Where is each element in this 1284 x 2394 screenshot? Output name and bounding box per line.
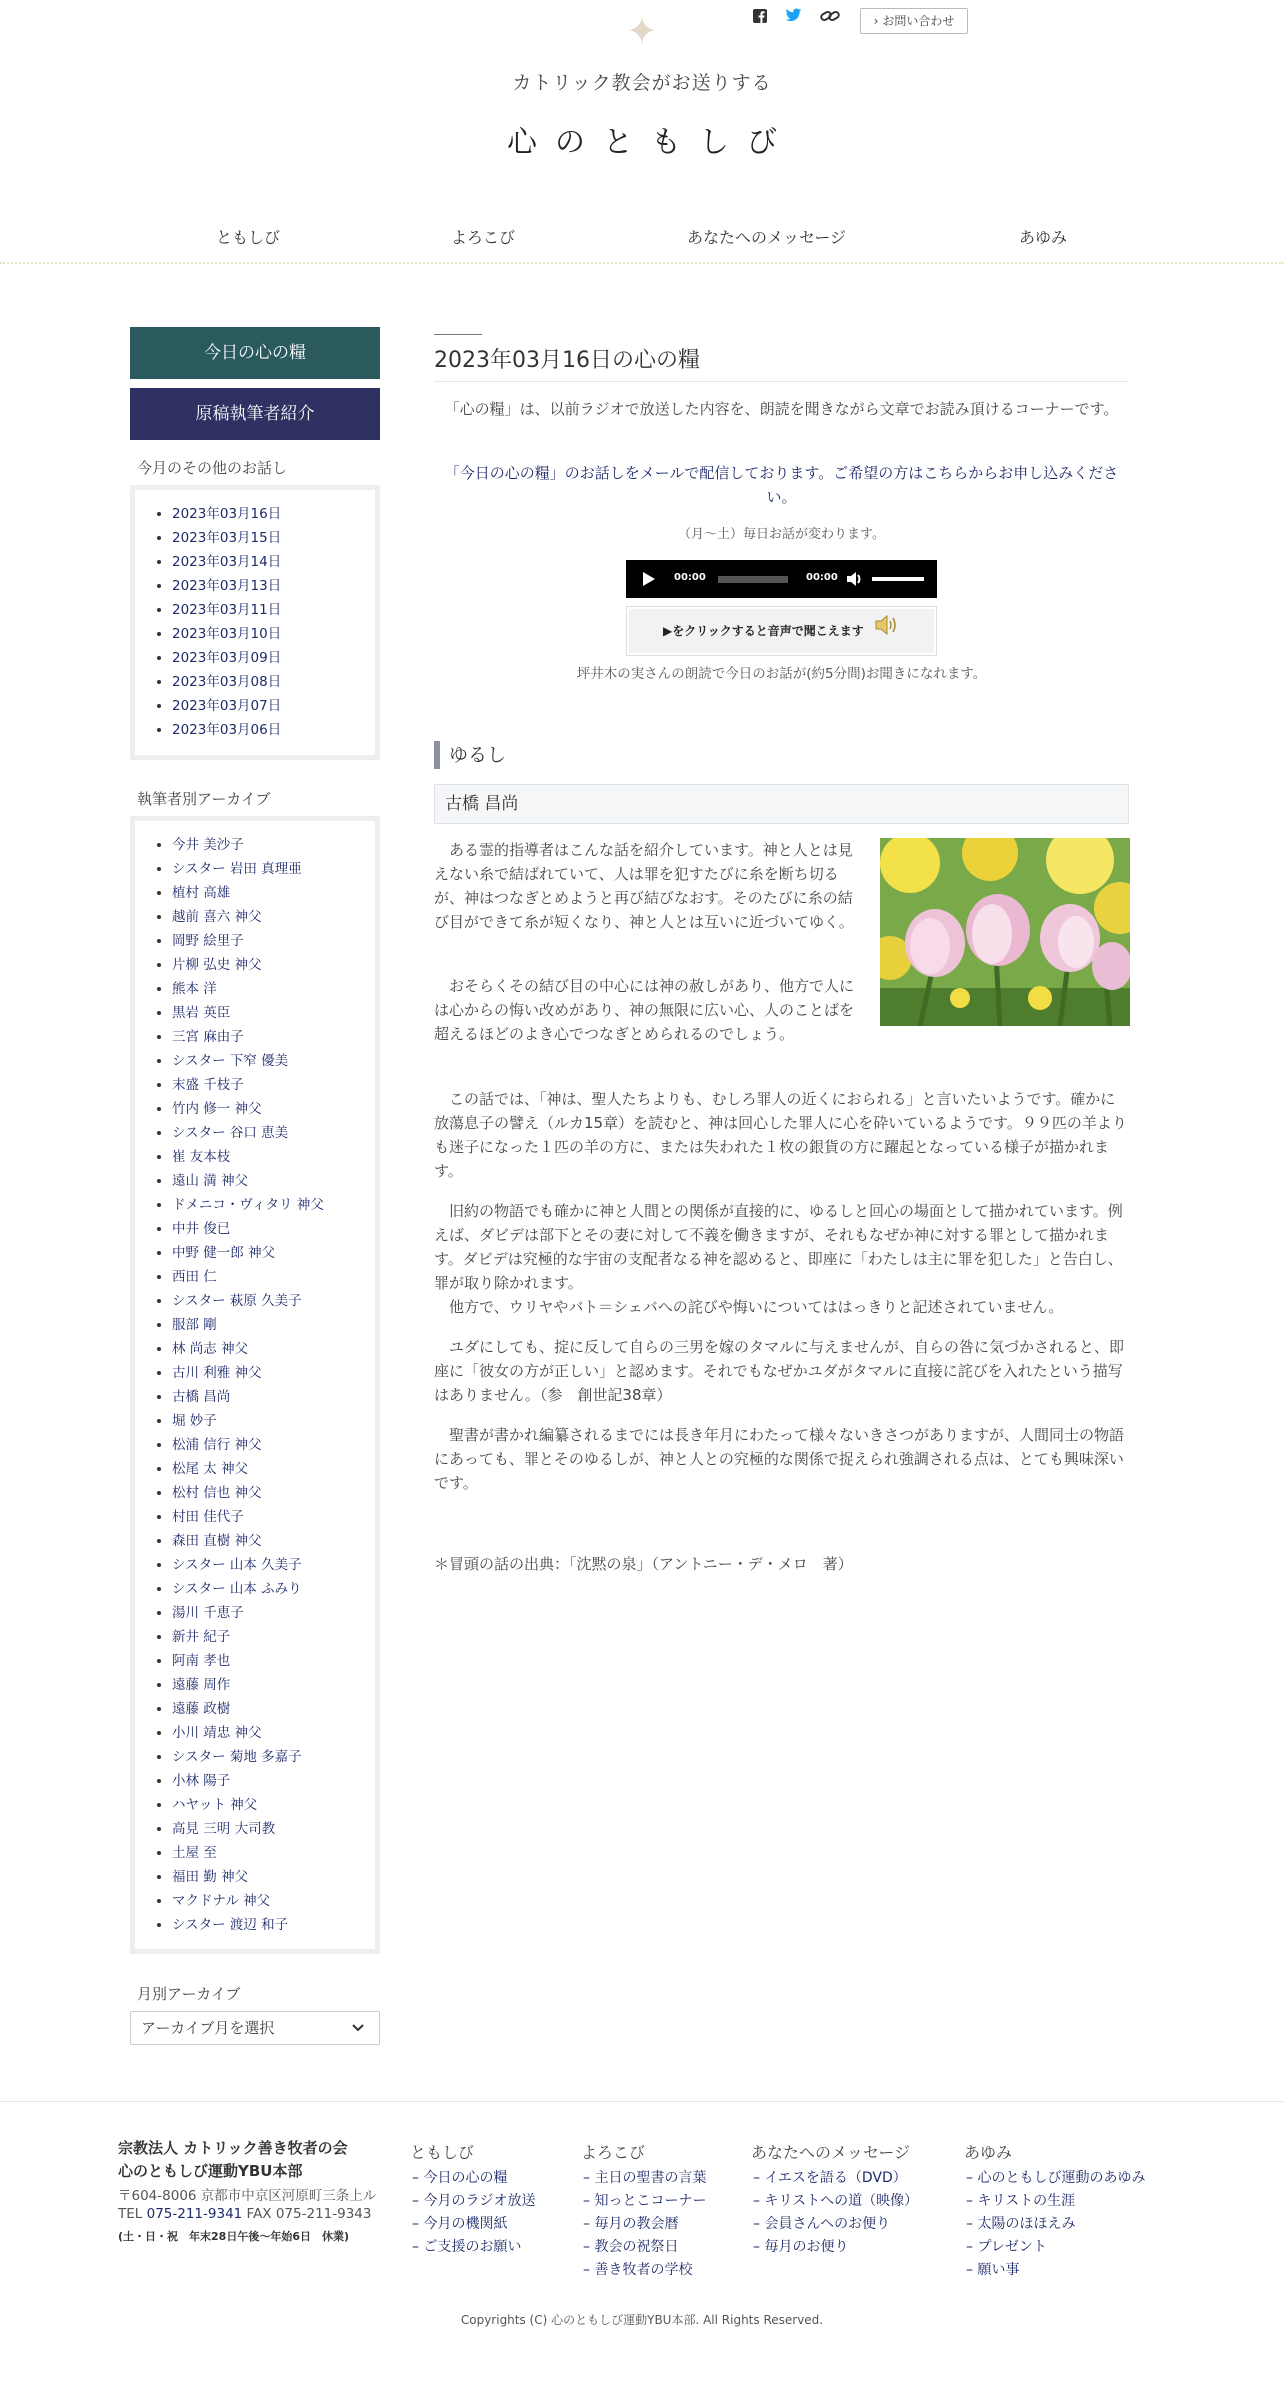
footer-link-label: 会員さんへのお便り [764,2216,891,2232]
footer-link[interactable] [966,2236,1047,2256]
footer-link-label: キリストへの道（映像） [764,2193,919,2209]
footer-link-label: キリストの生涯 [977,2193,1076,2209]
month-archive-select[interactable] [130,2011,380,2045]
writer-link[interactable]: • 森田 直樹 神父 [172,1529,375,1553]
link-icon[interactable] [820,8,840,29]
dash-bullet: – [583,2170,595,2186]
footer-link-label: 善き牧者の学校 [594,2262,693,2278]
footer-link-label: 毎月の教会暦 [594,2216,679,2232]
story-date-link[interactable]: • 2023年03月11日 [172,598,375,622]
page-title: 2023年03月16日の心の糧 [434,348,700,373]
title-divider [434,381,1129,382]
dash-bullet: – [966,2216,978,2232]
writer-link[interactable]: • 新井 紀子 [172,1625,375,1649]
story-paragraph-5: ユダにしても、掟に反して自らの三男を嫁のタマルに与えませんが、自らの咎に気づかされると、即座に「彼女の方が正しい」と認めます。それでもなぜかユダがタマルに直接に詫びを入れたという描写はありません。（参 創世記38章） [434,1338,1125,1404]
writer-link[interactable]: • 阿南 孝也 [172,1649,375,1673]
story-date-link[interactable]: • 2023年03月09日 [172,646,375,670]
tulip-photo [880,838,1130,1026]
play-icon[interactable] [642,571,656,591]
writer-link[interactable]: • シスター 谷口 恵美 [172,1121,375,1145]
writer-link[interactable]: • 松尾 太 神父 [172,1457,375,1481]
chevron-right-icon: › [873,14,879,28]
other-stories-heading: 今月のその他のお話し [137,459,288,477]
current-time: 00:00 [674,572,706,583]
writer-link[interactable]: • 松浦 信行 神父 [172,1433,375,1457]
footer-link-label: 主日の聖書の言葉 [594,2170,707,2186]
writers-intro-button[interactable]: 原稿執筆者紹介 [130,388,380,440]
footer-link-label: ご支援のお願い [423,2239,522,2255]
writer-link[interactable]: • 遠山 満 神父 [172,1169,375,1193]
story-paragraph-6: 聖書が書かれ編纂されるまでには長き年月にわたって様々ないきさつがありますが、人間同士の物語にあっても、罪とそのゆるしが、神と人との究極的な関係で捉えられ強調される点は、とても興味深いです。 [434,1426,1125,1492]
writer-link[interactable]: • 土屋 至 [172,1841,375,1865]
footer-link[interactable] [966,2213,1075,2233]
footer-link-label: 願い事 [977,2262,1020,2278]
dash-bullet: – [753,2193,765,2209]
site-title[interactable]: 心のともしび [507,125,795,160]
mail-signup-link[interactable]: 「今日の心の糧」のお話しをメールで配信しております。ご希望の方はこちらからお申し込みください。 [444,464,1119,506]
writer-link[interactable]: • 古川 利雅 神父 [172,1361,375,1385]
footer-divider [0,2101,1284,2102]
twitter-icon[interactable] [785,8,802,28]
story-paragraph-1: ある霊的指導者はこんな話を紹介しています。神と人とは見えない糸で結ばれていて、人は罪を犯すたびに糸を断ち切るが、神はつなぎとめようと再び結びなおす。そのたびに糸の結び目ができて糸が短くなり、神と人とは互いに近づいてゆく。 [434,841,854,931]
story-date-link[interactable]: • 2023年03月15日 [172,526,375,550]
chevron-down-icon [351,2012,365,2044]
writer-link[interactable]: • 植村 高雄 [172,881,375,905]
footer-link[interactable] [412,2190,535,2210]
writer-link[interactable]: • 三宮 麻由子 [172,1025,375,1049]
writer-link[interactable]: • 林 尚志 神父 [172,1337,375,1361]
other-stories-list [135,490,375,742]
dash-bullet: – [412,2170,424,2186]
footer-link[interactable] [583,2190,706,2210]
holiday-note: (土・日・祝 年末28日午後〜年始6日 休業) [118,2230,350,2243]
footer-link[interactable] [753,2236,848,2256]
writer-link[interactable]: • シスター 萩原 久美子 [172,1289,375,1313]
source-note: ＊冒頭の話の出典：「沈黙の泉」（アントニー・デ・メロ 著） [434,1555,853,1573]
footer-column-heading[interactable]: あなたへのメッセージ [751,2143,911,2162]
writer-link[interactable]: • シスター 下窄 優美 [172,1049,375,1073]
footer-link[interactable] [966,2190,1075,2210]
writer-link[interactable]: • ハヤット 神父 [172,1793,375,1817]
dash-bullet: – [966,2193,978,2209]
footer-link[interactable] [583,2213,678,2233]
footer-link[interactable] [583,2167,706,2187]
writer-link[interactable]: • 堀 妙子 [172,1409,375,1433]
writer-archive-heading: 執筆者別アーカイブ [137,790,271,808]
dash-bullet: – [966,2239,978,2255]
tel-label: TEL [118,2206,143,2222]
star-logo-icon: ✦ [626,9,658,53]
story-date-link[interactable]: • 2023年03月16日 [172,502,375,526]
facebook-icon[interactable] [752,8,768,29]
footer-link-label: 心のともしび運動のあゆみ [977,2170,1146,2186]
footer-link[interactable] [412,2236,521,2256]
dash-bullet: – [753,2239,765,2255]
footer-link[interactable] [412,2213,507,2233]
footer-link[interactable] [753,2167,907,2187]
org-phone [118,2206,371,2222]
writer-link[interactable]: • 服部 剛 [172,1313,375,1337]
schedule-note: （月～土）毎日お話が変わります。 [678,527,885,542]
story-date-link[interactable]: • 2023年03月14日 [172,550,375,574]
writer-link[interactable]: • 竹内 修一 神父 [172,1097,375,1121]
writer-link[interactable]: • 西田 仁 [172,1265,375,1289]
writer-link[interactable]: • 今井 美沙子 [172,833,375,857]
org-address: 〒604-8006 京都市中京区河原町三条上ル [118,2188,377,2204]
nav-tomoshibi[interactable]: ともしび [216,228,281,247]
footer-link[interactable] [412,2167,507,2187]
speaker-icon [874,608,900,656]
contact-label: お問い合わせ [882,14,955,28]
writer-link[interactable]: • 中井 俊已 [172,1217,375,1241]
footer-link-label: 知っとこコーナー [594,2193,707,2209]
writer-link[interactable]: • 末盛 千枝子 [172,1073,375,1097]
fax-number: FAX 075-211-9343 [246,2206,372,2222]
footer-column-heading[interactable]: ともしび [410,2143,475,2162]
writer-link[interactable]: • 高見 三明 大司教 [172,1817,375,1841]
footer-link[interactable] [583,2259,692,2279]
dash-bullet: – [412,2239,424,2255]
site-header [0,0,1284,265]
footer-link[interactable] [966,2167,1145,2187]
story-heading: ゆるし [434,741,1129,769]
other-stories-box [130,485,380,760]
writer-link[interactable]: • 福田 勤 神父 [172,1865,375,1889]
writer-link[interactable]: • 小林 陽子 [172,1769,375,1793]
audio-player [626,560,937,598]
intro-text: 「心の糧」は、以前ラジオで放送した内容を、朗読を聞きながら文章でお読み頂けるコーナーです。 [444,400,1119,418]
progress-bar[interactable] [718,576,788,583]
footer-column-heading[interactable]: よろこび [581,2143,646,2162]
dash-bullet: – [412,2216,424,2232]
footer-link-label: 太陽のほほえみ [977,2216,1076,2232]
story-date-link[interactable]: • 2023年03月10日 [172,622,375,646]
site-subtitle: カトリック教会がお送りする [512,72,772,94]
org-name-2: 心のともしび運動YBU本部 [118,2162,303,2180]
writer-link[interactable]: • 松村 信也 神父 [172,1481,375,1505]
title-accent-line [434,334,482,335]
writer-archive-list [135,821,375,1937]
writer-link[interactable]: • 黒岩 英臣 [172,1001,375,1025]
dash-bullet: – [753,2170,765,2186]
footer-link-label: 今月のラジオ放送 [423,2193,536,2209]
contact-button[interactable] [860,8,968,34]
writer-link[interactable]: • シスター 岩田 真理亜 [172,857,375,881]
dash-bullet: – [412,2193,424,2209]
writer-link[interactable]: • 熊本 洋 [172,977,375,1001]
footer-link-label: 今月の機関紙 [423,2216,508,2232]
footer-link[interactable] [753,2213,890,2233]
story-date-link[interactable]: • 2023年03月08日 [172,670,375,694]
duration-time: 00:00 [806,572,838,583]
writer-link[interactable]: • 小川 靖忠 神父 [172,1721,375,1745]
month-archive-heading: 月別アーカイブ [137,1985,241,2003]
writer-link[interactable]: • ドメニコ・ヴィタリ 神父 [172,1193,375,1217]
reader-note: 坪井木の実さんの朗読で今日のお話が(約5分間)お聞きになれます。 [576,666,987,682]
dash-bullet: – [583,2193,595,2209]
writer-link[interactable]: • 崔 友本枝 [172,1145,375,1169]
writer-link[interactable]: • 遠藤 政樹 [172,1697,375,1721]
writer-link[interactable]: • 古橋 昌尚 [172,1385,375,1409]
today-kokoro-button[interactable]: 今日の心の糧 [130,327,380,379]
footer-link-label: イエスを語る（DVD） [764,2170,907,2186]
writer-link[interactable]: • 片柳 弘史 神父 [172,953,375,977]
writer-link[interactable]: • 岡野 絵里子 [172,929,375,953]
writer-link[interactable]: • 湯川 千恵子 [172,1601,375,1625]
volume-slider[interactable] [872,577,924,581]
dash-bullet: – [583,2216,595,2232]
writer-link[interactable]: • シスター 山本 ふみり [172,1577,375,1601]
story-paragraph-3: この話では、「神は、聖人たちよりも、むしろ罪人の近くにおられる」と言いたいようです。確かに放蕩息子の譬え（ルカ15章）を読むと、神は回心した罪人に心を砕いているようです。９９匹の羊よりも迷子になった１匹の羊の方に、または失われた１枚の銀貨の方に躍起となっている様子が描かれます。 [434,1090,1127,1180]
writer-link[interactable]: • シスター 菊地 多嘉子 [172,1745,375,1769]
dash-bullet: – [966,2262,978,2278]
story-paragraph-4: 旧約の物語でも確かに神と人間との関係が直接的に、ゆるしと回心の場面として描かれています。例えば、ダビデは部下とその妻に対して不義を働きますが、それもなぜか神に対する罪として描かれます。ダビデは究極的な宇宙の支配者なる神を認めると、即座に「わたしは主に罪を犯した」と告白し、罪が取り除かれます。 他方で、ウリヤやバト＝シェバへの詫びや悔いについてははっきりと記述されていません。 [434,1202,1123,1316]
dash-bullet: – [583,2262,595,2278]
writer-link[interactable]: • 遠藤 周作 [172,1673,375,1697]
author-name: 古橋 昌尚 [434,784,1129,824]
footer-link[interactable] [583,2236,678,2256]
story-date-link[interactable]: • 2023年03月13日 [172,574,375,598]
copyright: Copyrights (C) 心のともしび運動YBU本部. All Rights Reserved. [460,2313,824,2327]
writer-link[interactable]: • 中野 健一郎 神父 [172,1241,375,1265]
footer-link-label: 今日の心の糧 [423,2170,508,2186]
story-date-link[interactable]: • 2023年03月06日 [172,718,375,742]
audio-hint-button[interactable] [626,606,937,656]
nav-yorokobi[interactable]: よろこび [451,228,516,247]
header-divider [0,262,1284,264]
tel-number[interactable]: 075-211-9341 [146,2206,243,2222]
nav-message[interactable]: あなたへのメッセージ [687,228,847,247]
writer-archive-box [130,816,380,1954]
writer-link[interactable]: • シスター 山本 久美子 [172,1553,375,1577]
story-date-link[interactable]: • 2023年03月07日 [172,694,375,718]
footer-link[interactable] [753,2190,918,2210]
footer-link-label: 毎月のお便り [764,2239,849,2255]
nav-ayumi[interactable]: あゆみ [1019,228,1068,247]
audio-hint-label: ▶をクリックすると音声で聞こえます [663,624,864,638]
footer-link-label: 教会の祝祭日 [594,2239,679,2255]
dash-bullet: – [753,2216,765,2232]
dash-bullet: – [966,2170,978,2186]
footer-link[interactable] [966,2259,1019,2279]
org-name-1: 宗教法人 カトリック善き牧者の会 [118,2139,348,2157]
footer-column-heading[interactable]: あゆみ [964,2143,1013,2162]
footer-link-label: プレゼント [977,2239,1047,2255]
story-paragraph-2: おそらくその結び目の中心には神の赦しがあり、他方で人には心からの悔い改めがあり、神の無限に広い心、人のことばを超えるほどのよき心でつなぎとめられるのでしょう。 [434,977,855,1043]
dash-bullet: – [583,2239,595,2255]
writer-link[interactable]: • マクドナル 神父 [172,1889,375,1913]
writer-link[interactable]: • 村田 佳代子 [172,1505,375,1529]
writer-link[interactable]: • 越前 喜六 神父 [172,905,375,929]
volume-icon[interactable] [846,571,864,591]
month-select-value: アーカイブ月を選択 [141,2019,275,2037]
writer-link[interactable]: • シスター 渡辺 和子 [172,1913,375,1937]
